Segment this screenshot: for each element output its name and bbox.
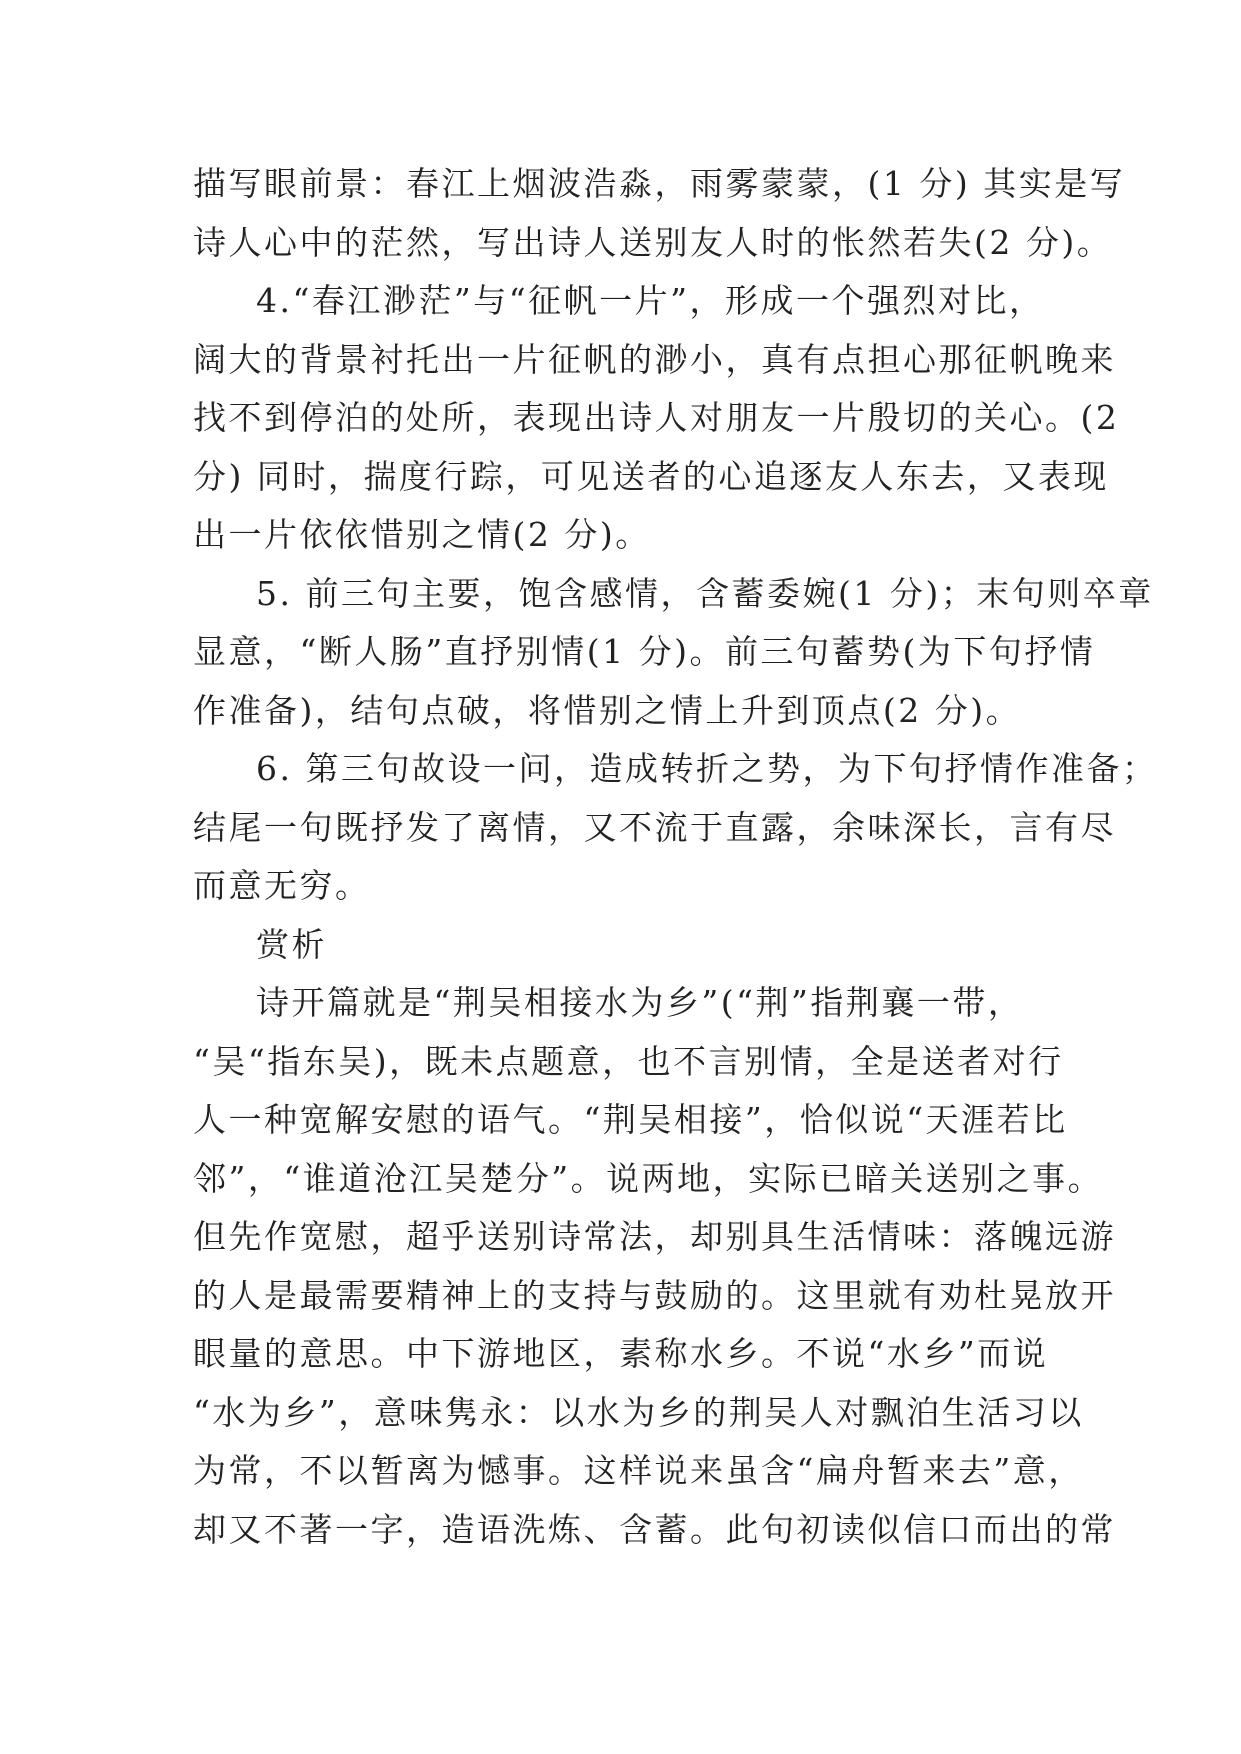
text-line: 诗人心中的茫然，写出诗人送别友人时的怅然若失(2 分)。	[193, 222, 1113, 262]
text-line: 找不到停泊的处所，表现出诗人对朋友一片殷切的关心。(2	[193, 398, 1120, 437]
section-heading: 赏析	[256, 924, 327, 964]
text-line: 分) 同时，揣度行踪，可见送者的心追逐友人东去，又表现	[193, 456, 1109, 496]
text-line: 6. 第三句故设一问，造成转折之势，为下句抒情作准备；	[256, 749, 1158, 788]
text-line: 4.“春江渺茫”与“征帆一片”，形成一个强烈对比，	[256, 281, 1045, 320]
text-line: 为常，不以暂离为憾事。这样说来虽含“扁舟暂来去”意，	[193, 1451, 1084, 1490]
text-line: 阔大的背景衬托出一片征帆的渺小，真有点担心那征帆晚来	[193, 339, 1116, 379]
text-line: 人一种宽解安慰的语气。“荆吴相接”，恰似说“天涯若比	[193, 1100, 1068, 1139]
text-line: 而意无穷。	[193, 866, 371, 905]
text-line: 显意，“断人肠”直抒别情(1 分)。前三句蓄势(为下句抒情	[193, 632, 1096, 671]
text-line: 邻”，“谁道沧江吴楚分”。说两地，实际已暗关送别之事。	[193, 1158, 1104, 1198]
body-text	[193, 155, 1158, 1559]
text-line: “吴“指东吴)，既未点题意，也不言别情，全是送者对行	[193, 1041, 1064, 1081]
text-line: 描写眼前景：春江上烟波浩淼，雨雾蒙蒙，(1 分) 其实是写	[193, 164, 1126, 203]
text-line: 的人是最需要精神上的支持与鼓励的。这里就有劝杜晃放开	[193, 1275, 1116, 1315]
text-line: 出一片依依惜别之情(2 分)。	[193, 515, 651, 554]
text-line: 却又不著一字，造语洗炼、含蓄。此句初读似信口而出的常	[193, 1509, 1116, 1549]
text-line: 诗开篇就是“荆吴相接水为乡”(“荆”指荆襄一带，	[256, 983, 1024, 1022]
text-line: 眼量的意思。中下游地区，素称水乡。不说“水乡”而说	[193, 1334, 1049, 1373]
text-line: 5. 前三句主要，饱含感情，含蓄委婉(1 分)；末句则卒章	[256, 573, 1154, 613]
text-line: 结尾一句既抒发了离情，又不流于直露，余味深长，言有尽	[193, 807, 1116, 847]
text-line: 但先作宽慰，超乎送别诗常法，却别具生活情味：落魄远游	[193, 1217, 1116, 1256]
text-line: “水为乡”，意味隽永：以水为乡的荆吴人对飘泊生活习以	[193, 1392, 1084, 1432]
text-line: 作准备)，结句点破，将惜别之情上升到顶点(2 分)。	[193, 690, 1022, 730]
